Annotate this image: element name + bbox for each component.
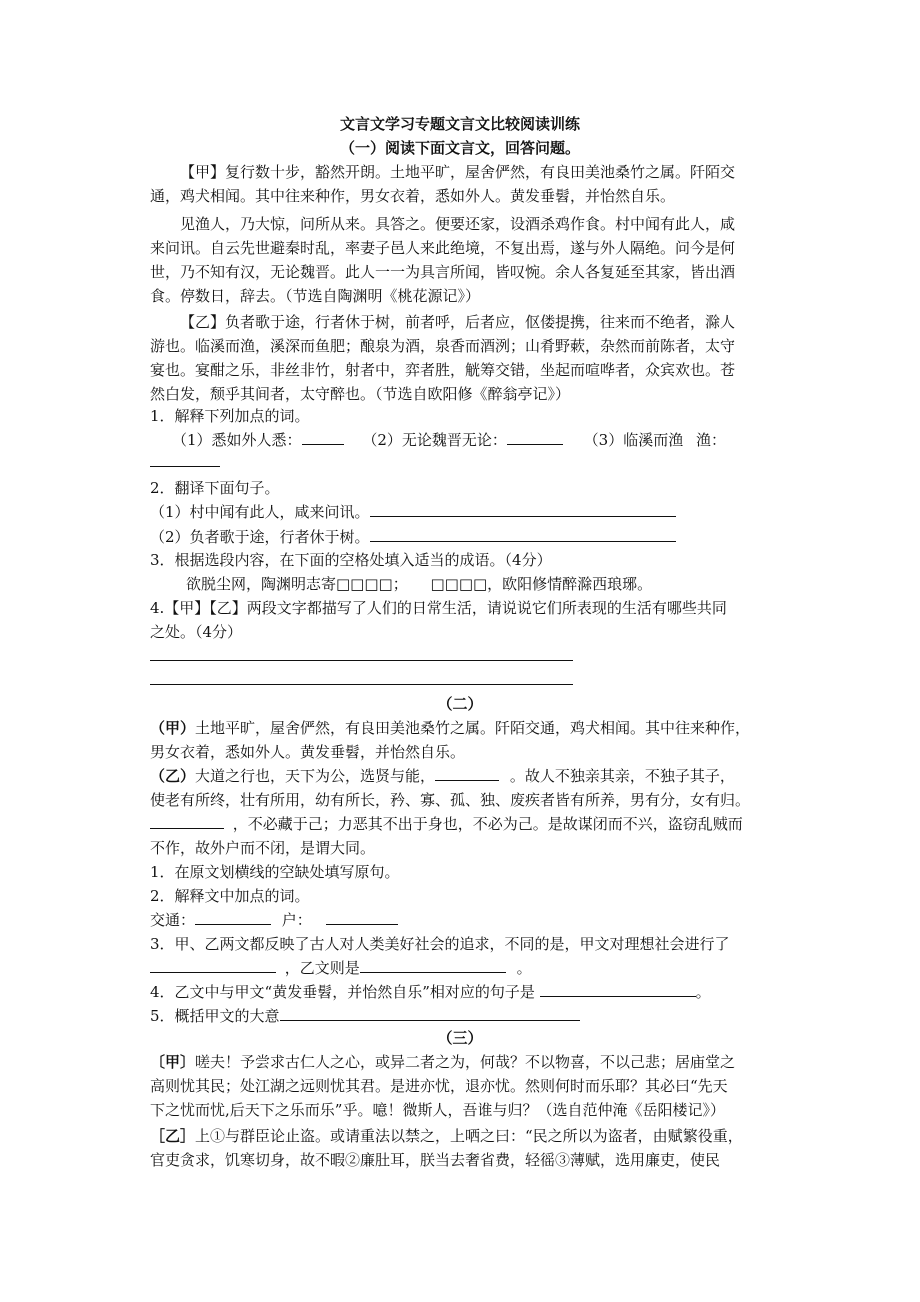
s1-yi-line-1: 【乙】负者歌于途，行者休于树，前者呼，后者应，伛偻提携，往来而不绝者，滁人 [180, 313, 736, 331]
s2-question-5 [150, 1004, 580, 1028]
s3-jia-tag: 〔甲〕 [150, 1053, 196, 1071]
s2-jia-line-1-text: 土地平旷，屋舍俨然，有良田美池桑竹之属。阡陌交通，鸡犬相闻。其中往来种作， [195, 719, 751, 737]
s2-q5-text: 5．概括甲文的大意 [150, 1007, 280, 1025]
s3-yi-line-1 [150, 1124, 743, 1148]
s2-yi-line-1-text-b: 。故人不独亲其亲，不独子其子， [509, 767, 735, 785]
s1-q2-answer-1[interactable] [370, 500, 676, 517]
doc-title: 文言文学习专题文言文比较阅读训练 [339, 115, 580, 133]
section-1-heading: （一）阅读下面文言文，回答问题。 [339, 139, 580, 157]
section-2-heading: （二） [437, 695, 483, 713]
s1-jia-line-6: 食。停数日，辞去。（节选自陶渊明《桃花源记》） [150, 287, 481, 305]
s2-question-2: 2．解释文中加点的词。 [150, 887, 310, 905]
s2-question-3-line-1: 3．甲、乙两文都反映了古人对人类美好社会的追求，不同的是，甲文对理想社会进行了 [150, 935, 730, 953]
s1-question-1-items [172, 428, 726, 452]
section-3-heading: （三） [437, 1029, 483, 1047]
s1-q1-blank-3[interactable] [150, 466, 220, 467]
s1-q2-sentence-1-text: （1）村中闻有此人，咸来问讯。 [150, 503, 370, 521]
s2-yi-line-2: 使老有所终，壮有所用，幼有所长，矜、寡、孤、独、废疾者皆有所养，男有分，女有归。 [150, 791, 751, 809]
s2-yi-line-3-text: ，不必藏于己；力恶其不出于身也，不必为己。是故谋闭而不兴，盗窃乱贼而 [232, 815, 743, 833]
s1-question-3: 3．根据选段内容，在下面的空格处填入适当的成语。（4分） [150, 551, 552, 569]
s1-q1-blank-2[interactable] [507, 428, 563, 445]
s2-q2-item-1: 交通： [150, 911, 196, 929]
s1-yi-line-2: 游也。临溪而渔，溪深而鱼肥；酿泉为酒，泉香而酒洌；山肴野蔌，杂然而前陈者，太守 [150, 337, 736, 355]
s3-yi-line-2: 官吏贪求，饥寒切身，故不暇②廉肚耳，朕当去奢省费，轻徭③薄赋，选用廉吏，使民 [150, 1151, 721, 1169]
s2-yi-line-4: 不作，故外户而不闭，是谓大同。 [150, 839, 376, 857]
s2-q3-text: ，乙文则是 [284, 959, 360, 977]
s3-yi-line-1-text: 上①与群臣论止盗。或请重法以禁之，上哂之曰：“民之所以为盗者，由赋繁役重， [195, 1127, 743, 1145]
s2-jia-line-2: 男女衣着，悉如外人。黄发垂髫，并怡然自乐。 [150, 743, 466, 761]
s1-jia-line-1: 【甲】复行数十步，豁然开朗。土地平旷，屋舍俨然，有良田美池桑竹之属。阡陌交 [180, 163, 736, 181]
s3-jia-line-2: 高则忧其民；处江湖之远则忧其君。是进亦忧，退亦忧。然则何时而乐耶？其必曰“先天 [150, 1077, 728, 1095]
s2-q4-end: 。 [695, 983, 711, 1001]
s1-q1-item-1: （1）悉如外人悉： [172, 431, 302, 449]
s1-q4-answer-line-2[interactable] [150, 684, 573, 685]
s1-jia-line-3: 见渔人，乃大惊，问所从来。具答之。便要还家，设酒杀鸡作食。村中闻有此人，咸 [180, 215, 736, 233]
s2-q2-blank-2[interactable] [326, 908, 398, 925]
s1-q2-sentence-2-text: （2）负者歌于途，行者休于树。 [150, 528, 370, 546]
s1-q3-idiom-1: 欲脱尘网，陶渊明志寄□□□□； [186, 575, 408, 593]
s3-jia-line-1 [150, 1050, 735, 1074]
s1-yi-line-3: 宴也。宴酣之乐，非丝非竹，射者中，弈者胜，觥筹交错，坐起而喧哗者，众宾欢也。苍 [150, 361, 736, 379]
s1-question-4-line-1: 4.【甲】【乙】两段文字都描写了人们的日常生活，请说说它们所表现的生活有哪些共同 [150, 599, 727, 617]
s2-q4-text: 4．乙文中与甲文“黄发垂髫，并怡然自乐”相对应的句子是 [150, 983, 535, 1001]
s2-yi-blank-2[interactable] [150, 812, 224, 829]
s1-q3-idioms [186, 572, 652, 596]
s1-jia-line-5: 世，乃不知有汉，无论魏晋。此人一一为具言所闻，皆叹惋。余人各复延至其家，皆出酒 [150, 263, 736, 281]
s2-jia-line-1 [150, 716, 750, 740]
s2-yi-line-1 [150, 764, 735, 788]
s1-question-4-line-2: 之处。（4分） [150, 623, 243, 641]
s2-yi-tag: （乙） [150, 767, 196, 785]
s1-q1-item-2: （2）无论魏晋无论： [362, 431, 507, 449]
s1-jia-line-4: 来问讯。自云先世避秦时乱，率妻子邑人来此绝境，不复出焉，遂与外人隔绝。问今是何 [150, 239, 736, 257]
s2-yi-blank-1[interactable] [435, 764, 499, 781]
s3-yi-tag: ［乙］ [150, 1127, 196, 1145]
s1-yi-line-4: 然白发，颓乎其间者，太守醉也。（节选自欧阳修《醉翁亭记》） [150, 385, 571, 403]
s1-q2-sentence-1 [150, 500, 676, 524]
s1-q4-answer-line-1[interactable] [150, 660, 573, 661]
s2-question-4 [150, 980, 711, 1004]
s2-q2-blank-1[interactable] [195, 908, 271, 925]
s1-q2-answer-2[interactable] [370, 525, 676, 542]
s2-question-3-line-2 [150, 956, 532, 980]
s1-q3-idiom-2: □□□□，欧阳修情醉滁西琅琊。 [430, 575, 653, 593]
s2-q3-blank-2[interactable] [360, 956, 506, 973]
s2-q5-blank[interactable] [280, 1004, 580, 1021]
s1-jia-line-2: 通，鸡犬相闻。其中往来种作，男女衣着，悉如外人。黄发垂髫，并怡然自乐。 [150, 187, 676, 205]
s1-q1-item-3: （3）临溪而渔 [583, 431, 684, 449]
s1-q1-item-3-word: 渔： [695, 431, 726, 449]
s2-yi-line-1-text-a: 大道之行也，天下为公，选贤与能， [195, 767, 436, 785]
s2-q2-item-2: 户： [281, 911, 312, 929]
s2-q2-items [150, 908, 398, 932]
s2-question-1: 1．在原文划横线的空缺处填写原句。 [150, 863, 400, 881]
s2-q3-end: 。 [516, 959, 532, 977]
s1-q2-sentence-2 [150, 525, 676, 549]
s1-q1-blank-1[interactable] [302, 428, 344, 445]
s2-jia-tag: （甲） [150, 719, 196, 737]
s2-q3-blank-1[interactable] [150, 956, 276, 973]
s2-q4-blank[interactable] [540, 980, 696, 997]
s2-yi-line-3 [150, 812, 743, 836]
s3-jia-line-3: 下之忧而忧,后天下之乐而乐”乎。噫！微斯人，吾谁与归？（选自范仲淹《岳阳楼记》） [150, 1101, 725, 1119]
s1-question-2: 2．翻译下面句子。 [150, 479, 280, 497]
s1-question-1: 1．解释下列加点的词。 [150, 407, 310, 425]
s3-jia-line-1-text: 嗟夫！予尝求古仁人之心，或异二者之为，何哉？不以物喜，不以己悲；居庙堂之 [195, 1053, 736, 1071]
